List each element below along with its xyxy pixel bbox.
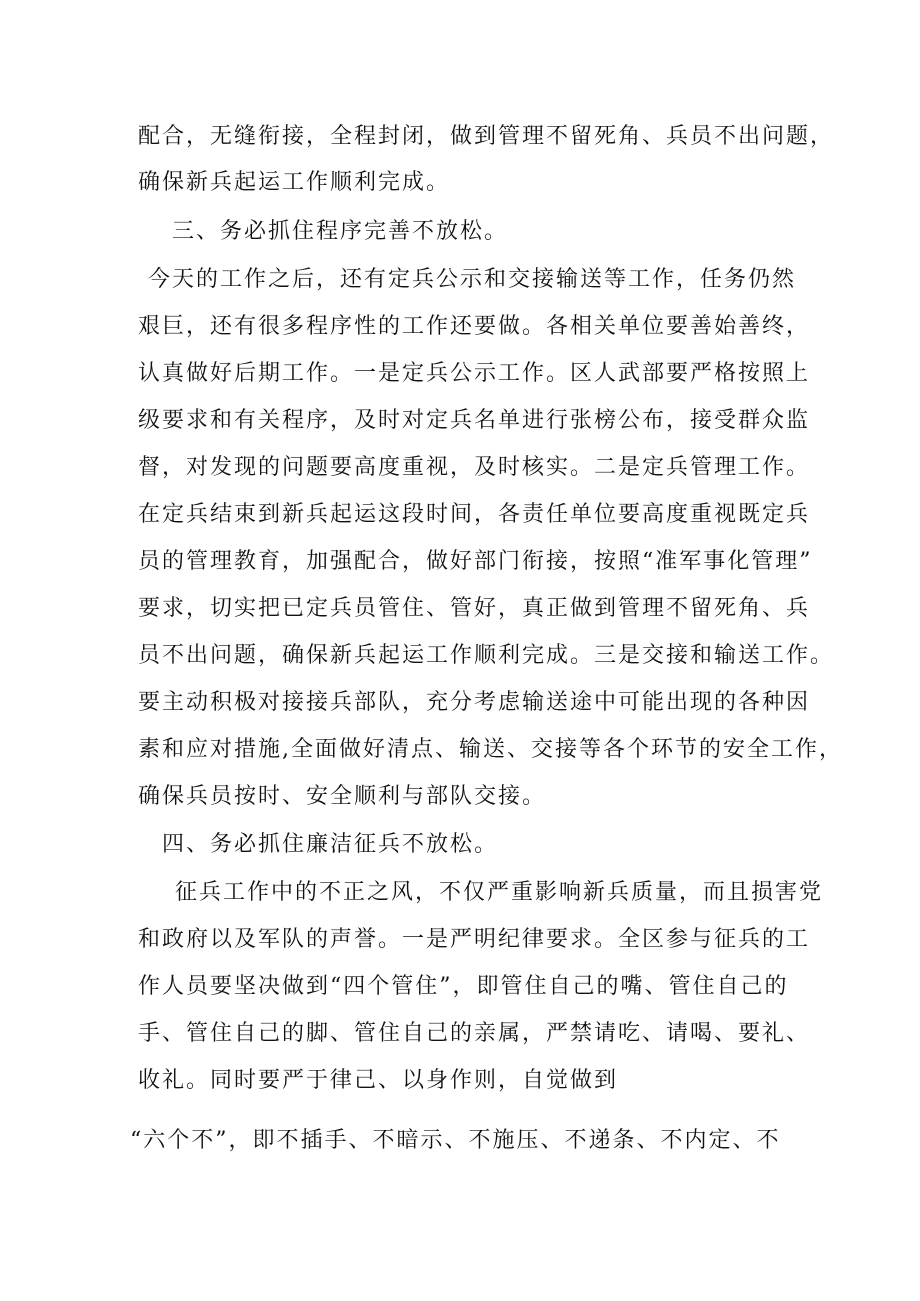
text-line: 配合，无缝衔接，全程封闭，做到管理不留死角、兵员不出问题， bbox=[138, 124, 835, 149]
text-line: 和政府以及军队的声誉。一是严明纪律要求。全区参与征兵的工 bbox=[138, 927, 811, 952]
text-line: 征兵工作中的不正之风，不仅严重影响新兵质量，而且损害党 bbox=[175, 880, 824, 905]
text-line: 要主动积极对接接兵部队，充分考虑输送途中可能出现的各种因 bbox=[138, 690, 811, 715]
text-line: 确保兵员按时、安全顺利与部队交接。 bbox=[138, 784, 547, 809]
section-heading: 三、务必抓住程序完善不放松。 bbox=[172, 219, 509, 244]
text-line: 确保新兵起运工作顺利完成。 bbox=[138, 170, 451, 195]
text-line: 手、管住自己的脚、管住自己的亲属，严禁请吃、请喝、要礼、 bbox=[138, 1021, 811, 1046]
text-line: “六个不”，即不插手、不暗示、不施压、不递条、不内定、不 bbox=[130, 1128, 781, 1153]
text-line: 员不出问题，确保新兵起运工作顺利完成。三是交接和输送工作。 bbox=[138, 643, 835, 668]
text-line: 艰巨，还有很多程序性的工作还要做。各相关单位要善始善终， bbox=[138, 314, 811, 339]
section-heading: 四、务必抓住廉洁征兵不放松。 bbox=[162, 832, 499, 857]
text-line: 收礼。同时要严于律己、以身作则，自觉做到 bbox=[138, 1068, 619, 1093]
text-line: 级要求和有关程序，及时对定兵名单进行张榜公布，接受群众监 bbox=[138, 408, 811, 433]
text-line: 今天的工作之后，还有定兵公示和交接输送等工作，任务仍然 bbox=[148, 267, 797, 292]
text-line: 在定兵结束到新兵起运这段时间，各责任单位要高度重视既定兵 bbox=[138, 502, 811, 527]
text-line: 素和应对措施,全面做好清点、输送、交接等各个环节的安全工作， bbox=[138, 737, 843, 762]
text-line: 员的管理教育，加强配合，做好部门衔接，按照“准军事化管理” bbox=[138, 549, 813, 574]
text-line: 认真做好后期工作。一是定兵公示工作。区人武部要严格按照上 bbox=[138, 361, 811, 386]
text-line: 要求，切实把已定兵员管住、管好，真正做到管理不留死角、兵 bbox=[138, 596, 811, 621]
text-line: 督，对发现的问题要高度重视，及时核实。二是定兵管理工作。 bbox=[138, 455, 811, 480]
text-line: 作人员要坚决做到“四个管住”，即管住自己的嘴、管住自己的 bbox=[138, 974, 789, 999]
